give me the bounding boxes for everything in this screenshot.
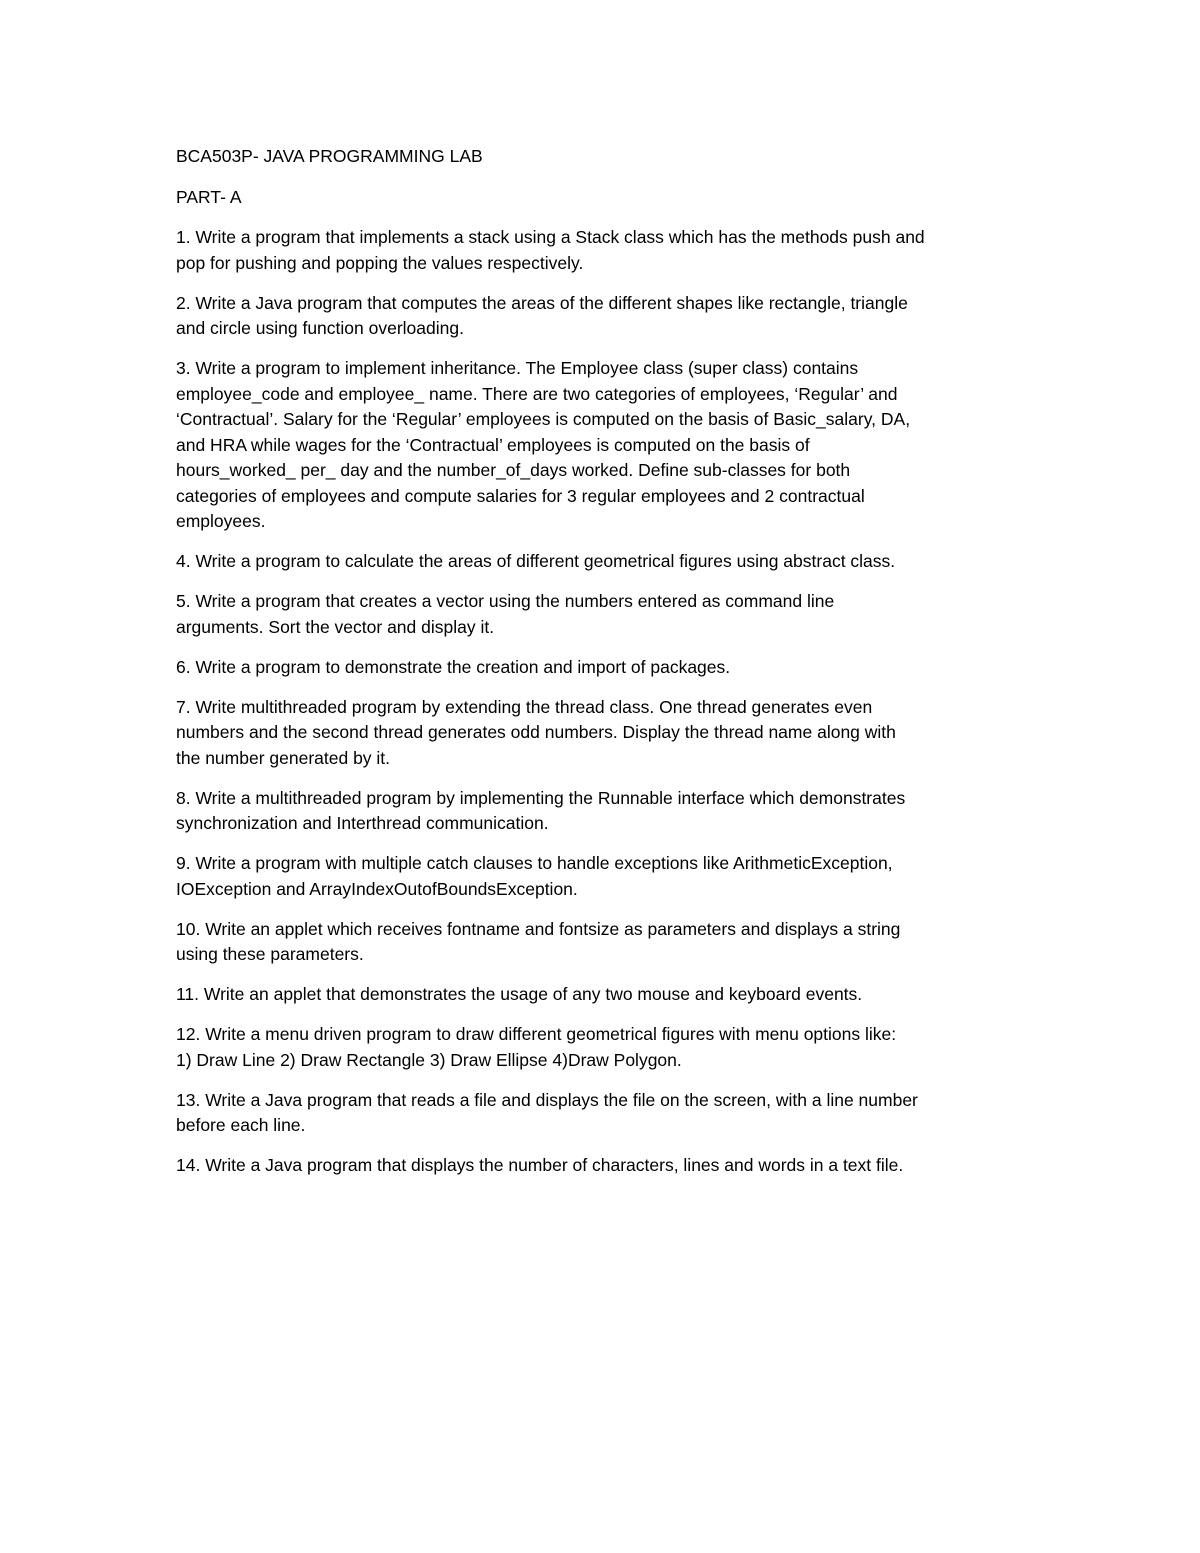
- question-line: 13. Write a Java program that reads a file and displays the file on the screen, with a line number: [176, 1089, 918, 1110]
- question-line: 5. Write a program that creates a vector using the numbers entered as command line: [176, 591, 835, 611]
- question-item: [176, 1088, 1036, 1139]
- question-line: using these parameters.: [176, 944, 364, 964]
- question-line: 12. Write a menu driven program to draw different geometrical figures with menu options like:: [176, 1024, 897, 1044]
- question-line: employee_code and employee_ name. There are two categories of employees, ‘Regular’ and: [176, 383, 898, 404]
- question-line: before each line.: [176, 1115, 306, 1135]
- question-line: 7. Write multithreaded program by extending the thread class. One thread generates even: [176, 696, 873, 717]
- question-line: the number generated by it.: [176, 747, 391, 768]
- question-line: hours_worked_ per_ day and the number_of_days worked. Define sub-classes for both: [176, 460, 851, 480]
- course-title: BCA503P- JAVA PROGRAMMING LAB: [176, 146, 483, 166]
- question-item: [176, 356, 1036, 535]
- question-line: 2. Write a Java program that computes the areas of the different shapes like rectangle, triangle: [176, 292, 908, 313]
- question-line: ‘Contractual’. Salary for the ‘Regular’ employees is computed on the basis of Basic_salary, DA,: [176, 409, 911, 429]
- question-line: and HRA while wages for the ‘Contractual’ employees is computed on the basis of: [176, 434, 810, 455]
- question-line: 11. Write an applet that demonstrates the usage of any two mouse and keyboard events.: [176, 984, 863, 1004]
- question-item: [176, 589, 1036, 640]
- question-line: 3. Write a program to implement inheritance. The Employee class (super class) contains: [176, 358, 859, 378]
- question-line: 9. Write a program with multiple catch clauses to handle exceptions like ArithmeticException,: [176, 853, 893, 873]
- question-item: [176, 917, 1036, 968]
- question-line: 1) Draw Line 2) Draw Rectangle 3) Draw Ellipse 4)Draw Polygon.: [176, 1049, 682, 1070]
- question-line: 4. Write a program to calculate the areas of different geometrical figures using abstract class.: [176, 551, 896, 571]
- question-item: [176, 225, 1036, 276]
- question-list: [176, 225, 1036, 1179]
- part-title: PART- A: [176, 186, 242, 207]
- question-line: numbers and the second thread generates odd numbers. Display the thread name along with: [176, 722, 896, 742]
- question-item: [176, 1153, 1036, 1179]
- question-line: 1. Write a program that implements a stack using a Stack class which has the methods push and: [176, 227, 925, 247]
- question-item: [176, 291, 1036, 342]
- question-line: and circle using function overloading.: [176, 318, 464, 338]
- question-item: [176, 549, 1036, 575]
- question-item: [176, 786, 1036, 837]
- question-item: [176, 851, 1036, 902]
- question-line: employees.: [176, 511, 266, 531]
- question-line: 6. Write a program to demonstrate the creation and import of packages.: [176, 656, 731, 677]
- question-line: pop for pushing and popping the values respectively.: [176, 252, 584, 273]
- question-item: [176, 1022, 1036, 1073]
- document-content: [176, 144, 1036, 1193]
- question-line: categories of employees and compute salaries for 3 regular employees and 2 contractual: [176, 485, 865, 506]
- question-line: synchronization and Interthread communication.: [176, 813, 549, 833]
- question-line: IOException and ArrayIndexOutofBoundsException.: [176, 878, 578, 899]
- question-line: 10. Write an applet which receives fontname and fontsize as parameters and displays a string: [176, 918, 901, 939]
- question-line: 8. Write a multithreaded program by implementing the Runnable interface which demonstrates: [176, 787, 906, 808]
- question-item: [176, 982, 1036, 1008]
- question-line: arguments. Sort the vector and display it.: [176, 616, 495, 637]
- question-line: 14. Write a Java program that displays the number of characters, lines and words in a text file.: [176, 1155, 904, 1175]
- question-item: [176, 655, 1036, 681]
- question-item: [176, 695, 1036, 772]
